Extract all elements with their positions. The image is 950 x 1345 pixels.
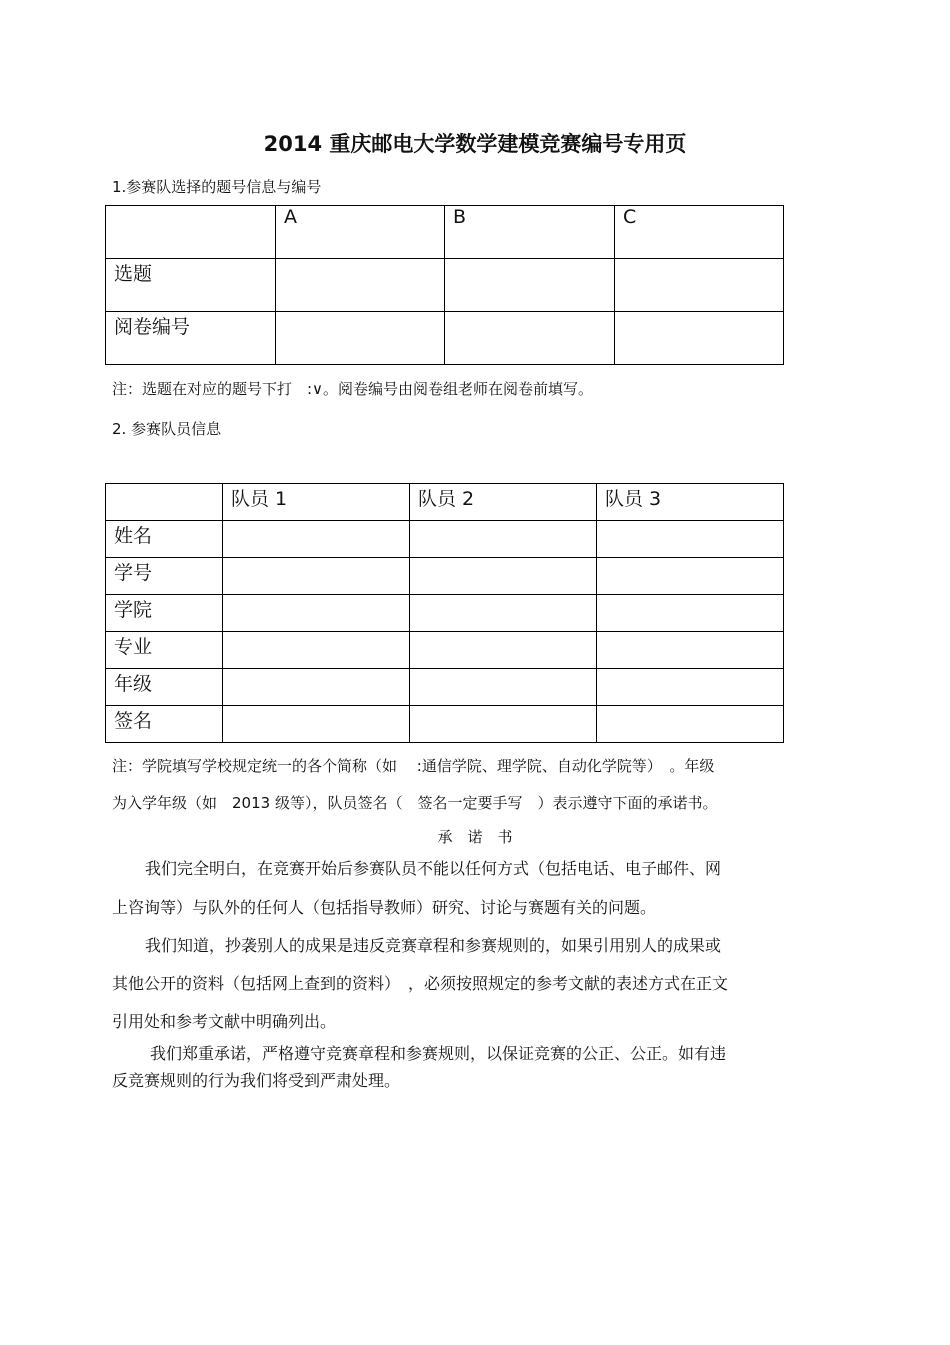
header-blank-cell <box>106 206 276 259</box>
pledge-paragraph2-line1: 我们知道，抄袭别人的成果是违反竞赛章程和参赛规则的，如果引用别人的成果或 <box>145 936 722 955</box>
row-label-grade: 年级 <box>106 669 223 706</box>
team-member-table <box>105 483 784 743</box>
section2-note-line2: 为入学年级（如 2013 级等），队员签名（ 签名一定要手写 ）表示遵守下面的承诺书。 <box>112 794 718 812</box>
table-row <box>106 595 784 632</box>
review-number-cell-a[interactable] <box>276 312 445 365</box>
row-label-college: 学院 <box>106 595 223 632</box>
pledge-paragraph1-line1: 我们完全明白，在竞赛开始后参赛队员不能以任何方式（包括电话、电子邮件、网 <box>145 859 722 878</box>
pledge-paragraph3-line2: 反竞赛规则的行为我们将受到严肃处理。 <box>112 1071 401 1090</box>
member-3-name-cell[interactable] <box>597 521 784 558</box>
row-label-signature: 签名 <box>106 706 223 743</box>
row-label-selection: 选题 <box>106 259 276 312</box>
review-number-cell-b[interactable] <box>445 312 615 365</box>
member-1-signature-cell[interactable] <box>223 706 410 743</box>
section2-heading: 2. 参赛队员信息 <box>112 420 222 438</box>
section1-heading: 1.参赛队选择的题号信息与编号 <box>112 178 322 196</box>
table-header-row <box>106 484 784 521</box>
member-2-student-id-cell[interactable] <box>410 558 597 595</box>
table-row <box>106 259 784 312</box>
pledge-paragraph2-line3: 引用处和参考文献中明确列出。 <box>112 1012 337 1031</box>
row-label-student-id: 学号 <box>106 558 223 595</box>
member-3-grade-cell[interactable] <box>597 669 784 706</box>
header-problem-c: C <box>615 206 784 259</box>
member-1-college-cell[interactable] <box>223 595 410 632</box>
member-2-major-cell[interactable] <box>410 632 597 669</box>
member-1-major-cell[interactable] <box>223 632 410 669</box>
member-1-name-cell[interactable] <box>223 521 410 558</box>
member-2-grade-cell[interactable] <box>410 669 597 706</box>
page-title: 2014 重庆邮电大学数学建模竞赛编号专用页 <box>263 132 687 156</box>
pledge-paragraph1-line2: 上咨询等）与队外的任何人（包括指导教师）研究、讨论与赛题有关的问题。 <box>112 898 657 917</box>
row-label-major: 专业 <box>106 632 223 669</box>
table-row <box>106 312 784 365</box>
member-3-major-cell[interactable] <box>597 632 784 669</box>
header-member-3: 队员 3 <box>597 484 784 521</box>
header-problem-b: B <box>445 206 615 259</box>
pledge-paragraph2-line2: 其他公开的资料（包括网上查到的资料） ，必须按照规定的参考文献的表述方式在正文 <box>112 974 729 993</box>
member-2-signature-cell[interactable] <box>410 706 597 743</box>
table-header-row <box>106 206 784 259</box>
member-3-signature-cell[interactable] <box>597 706 784 743</box>
pledge-paragraph3-line1: 我们郑重承诺，严格遵守竞赛章程和参赛规则，以保证竞赛的公正、公正。如有违 <box>150 1044 727 1063</box>
row-label-review-number: 阅卷编号 <box>106 312 276 365</box>
review-number-cell-c[interactable] <box>615 312 784 365</box>
member-3-student-id-cell[interactable] <box>597 558 784 595</box>
header-blank-cell <box>106 484 223 521</box>
member-2-name-cell[interactable] <box>410 521 597 558</box>
table-row <box>106 521 784 558</box>
header-problem-a: A <box>276 206 445 259</box>
table-row <box>106 632 784 669</box>
selection-cell-b[interactable] <box>445 259 615 312</box>
member-3-college-cell[interactable] <box>597 595 784 632</box>
section1-note: 注：选题在对应的题号下打 :∨。阅卷编号由阅卷组老师在阅卷前填写。 <box>112 380 594 398</box>
table-row <box>106 669 784 706</box>
table-row <box>106 706 784 743</box>
problem-selection-table <box>105 205 784 365</box>
table-row <box>106 558 784 595</box>
member-1-grade-cell[interactable] <box>223 669 410 706</box>
header-member-1: 队员 1 <box>223 484 410 521</box>
member-2-college-cell[interactable] <box>410 595 597 632</box>
row-label-name: 姓名 <box>106 521 223 558</box>
pledge-heading: 承 诺 书 <box>437 828 513 846</box>
section2-note-line1: 注：学院填写学校规定统一的各个简称（如 :通信学院、理学院、自动化学院等） 。年级 <box>112 757 715 775</box>
selection-cell-a[interactable] <box>276 259 445 312</box>
selection-cell-c[interactable] <box>615 259 784 312</box>
member-1-student-id-cell[interactable] <box>223 558 410 595</box>
header-member-2: 队员 2 <box>410 484 597 521</box>
